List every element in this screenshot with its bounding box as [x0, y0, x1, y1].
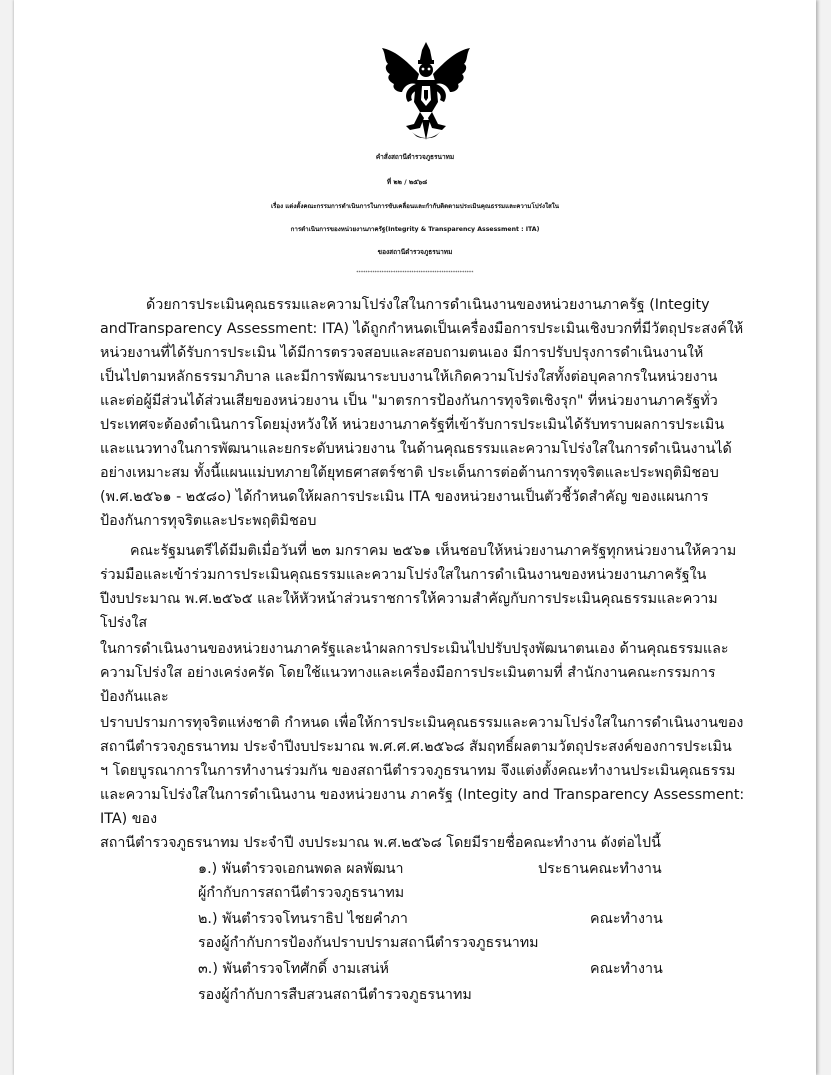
body-line: สถานีตำรวจภูธรนาทม ประจำปี งบประมาณ พ.ศ.๒๕๖๘ โดยมีรายชื่อคณะทำงาน ดังต่อไปนี้ — [100, 835, 661, 851]
body-line: และแนวทางในการพัฒนาและยกระดับหน่วยงาน ในด้านคุณธรรมและความโปร่งใสในการดำเนินงานได้ — [100, 441, 732, 457]
body-line: ปราบปรามการทุจริตแห่งชาติ กำหนด เพื่อให้การประเมินคุณธรรมและความโปร่งใสในการดำเนินงานของ — [100, 715, 744, 731]
member-name: ๒.) พันตำรวจโทนราธิป ไชยคำภา — [198, 911, 408, 927]
member-position: รองผู้กำกับการป้องกันปราบปรามสถานีตำรวจภูธรนาทม — [198, 935, 539, 951]
body-line: อย่างเหมาะสม ทั้งนี้แผนแม่บทภายใต้ยุทธศาสตร์ชาติ ประเด็นการต่อต้านการทุจริตและประพฤติมิชอบ — [100, 465, 719, 481]
body-line: ป้องกันและ — [100, 689, 169, 705]
body-line: หน่วยงานที่ได้รับการประเมิน ได้มีการตรวจสอบและสอบถามตนเอง มีการปรับปรุงการดำเนินงานให้ — [100, 345, 704, 361]
order-number: ที่ ๒๒ / ๒๕๖๘ — [386, 178, 428, 186]
body-line: ประเทศจะต้องดำเนินการโดยมุ่งหวังให้ หน่วยงานภาครัฐที่เข้ารับการประเมินได้รับทราบผลการประเมิน — [100, 417, 725, 433]
member-name: ๓.) พันตำรวจโทศักดิ์ งามเสน่ห์ — [198, 961, 389, 977]
member-role: คณะทำงาน — [590, 911, 663, 927]
body-line: และต่อผู้มีส่วนได้ส่วนเสียของหน่วยงาน เป็น "มาตรการป้องกันการทุจริตเชิงรุก" ที่หน่วยงานภาครัฐทั่ว — [100, 393, 718, 409]
body-line: ปีงบประมาณ พ.ศ.๒๕๖๕ และให้หัวหน้าส่วนราชการให้ความสำคัญกับการประเมินคุณธรรมและความ — [100, 591, 718, 607]
body-line: ในการดำเนินงานของหน่วยงานภาครัฐและนำผลการประเมินไปปรับปรุงพัฒนาตนเอง ด้านคุณธรรมและ — [100, 641, 729, 657]
body-line: โปร่งใส — [100, 615, 148, 631]
member-role: คณะทำงาน — [590, 961, 663, 977]
body-line: สถานีตำรวจภูธรนาทม ประจำปีงบประมาณ พ.ศ.ศ.ศ.๒๕๖๘ สัมฤทธิ์ผลตามวัตถุประสงค์ของการประเมิน — [100, 739, 732, 755]
member-role: ประธานคณะทำงาน — [538, 861, 662, 877]
body-line: (พ.ศ.๒๕๖๑ - ๒๕๘๐) ได้กำหนดให้ผลการประเมิน ITA ของหน่วยงานเป็นตัวชี้วัดสำคัญ ของแผนการ — [100, 489, 709, 505]
document-page — [14, 0, 816, 1075]
separator: *************************************************** — [356, 270, 474, 275]
body-line: ความโปร่งใส อย่างเคร่งครัด โดยใช้แนวทางและเครื่องมือการประเมินตามที่ สำนักงานคณะกรรมการ — [100, 665, 716, 681]
member-position: รองผู้กำกับการสืบสวนสถานีตำรวจภูธรนาทม — [198, 987, 472, 1003]
body-line: ฯ โดยบูรณาการในการทำงานร่วมกัน ของสถานีตำรวจภูธรนาทม จึงแต่งตั้งคณะทำงานประเมินคุณธรรม — [100, 763, 736, 779]
member-name: ๑.) พันตำรวจเอกนพดล ผลพัฒนา — [198, 861, 404, 877]
body-line: ด้วยการประเมินคุณธรรมและความโปร่งใสในการดำเนินงานของหน่วยงานภาครัฐ (Integity — [146, 297, 710, 313]
body-line: เป็นไปตามหลักธรรมาภิบาล และมีการพัฒนาระบบงานให้เกิดความโปร่งใสทั้งต่อบุคลากรในหน่วยงาน — [100, 369, 718, 385]
body-line: และความโปร่งใสในการดำเนินงาน ของหน่วยงาน ภาครัฐ (Integity and Transparency Assessment: — [100, 787, 745, 803]
member-position: ผู้กำกับการสถานีตำรวจภูธรนาทม — [198, 885, 405, 901]
body-line: คณะรัฐมนตรีได้มีมติเมื่อวันที่ ๒๓ มกราคม ๒๕๖๑ เห็นชอบให้หน่วยงานภาครัฐทุกหน่วยงานให้ความ — [130, 543, 737, 559]
order-title: คำสั่งสถานีตำรวจภูธรนาทม — [375, 153, 455, 161]
body-line: ร่วมมือและเข้าร่วมการประเมินคุณธรรมและความโปร่งใสในการดำเนินงานของหน่วยงานภาครัฐใน — [100, 567, 707, 583]
subject-line-3: ของสถานีตำรวจภูธรนาทม — [377, 248, 453, 256]
subject-line-2: การดำเนินการของหน่วยงานภาครัฐ(Integrity & Transparency Assessment : ITA) — [290, 226, 540, 233]
subject-line-1: เรื่อง แต่งตั้งคณะกรรมการดำเนินการในการขับเคลื่อนและกำกับติดตามประเมินคุณธรรมและความโปร่งใสใน — [270, 203, 560, 210]
body-line: andTransparency Assessment: ITA) ได้ถูกกำหนดเป็นเครื่องมือการประเมินเชิงบวกที่มีวัตถุประสงค์ให้ — [100, 321, 744, 337]
body-line: ป้องกันการทุจริตและประพฤติมิชอบ — [100, 513, 317, 529]
garuda-emblem-icon — [376, 40, 476, 142]
body-line: ITA) ของ — [100, 811, 158, 827]
